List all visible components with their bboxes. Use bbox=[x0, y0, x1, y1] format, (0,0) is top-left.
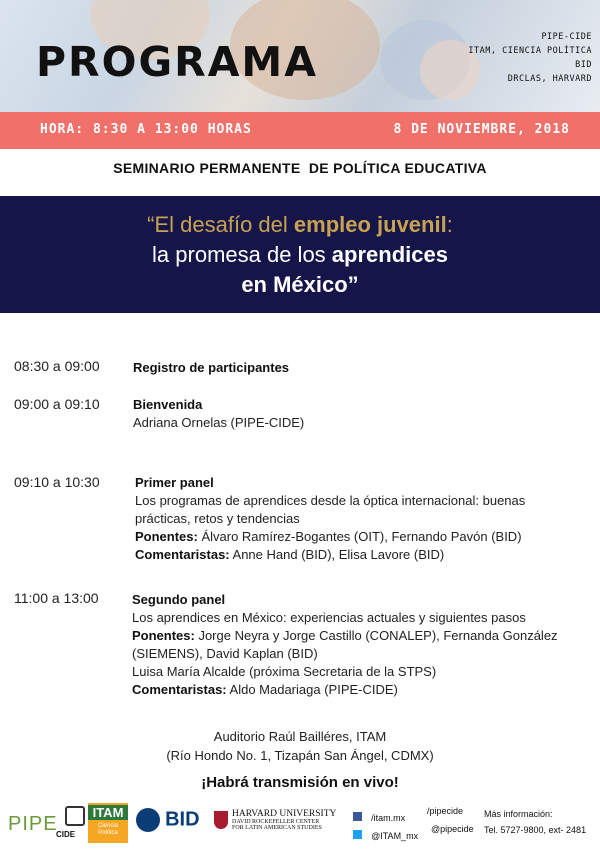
event-title-keyword: aprendices bbox=[331, 242, 448, 267]
agenda-time: 09:10 a 10:30 bbox=[14, 474, 100, 490]
contact-info bbox=[484, 809, 586, 835]
twitter-pipe-link[interactable]: @pipecide bbox=[431, 824, 474, 834]
agenda-title: Segundo panel bbox=[132, 592, 226, 607]
event-time: HORA: 8:30 A 13:00 HORAS bbox=[40, 122, 252, 137]
event-date: 8 DE NOVIEMBRE, 2018 bbox=[393, 122, 570, 137]
agenda-time: 09:00 a 09:10 bbox=[14, 396, 100, 412]
social-links bbox=[353, 806, 474, 841]
agenda-speakers: Ponentes: Jorge Neyra y Jorge Castillo (CONALEP), Fernanda González (SIEMENS), David Kaplan (BID) bbox=[132, 628, 558, 661]
facebook-icon bbox=[353, 812, 362, 821]
agenda-title: Primer panel bbox=[135, 475, 214, 490]
agenda-commentators: Comentaristas: Aldo Madariaga (PIPE-CIDE) bbox=[132, 682, 398, 697]
info-bar bbox=[0, 112, 600, 149]
facebook-itam-link[interactable]: /itam.mx bbox=[371, 813, 406, 823]
harvard-shield-icon bbox=[214, 811, 228, 829]
organizer: DRCLAS, HARVARD bbox=[507, 74, 592, 84]
agenda-title: Bienvenida bbox=[133, 397, 203, 412]
pipe-cide-logo: PIPE CIDE bbox=[8, 806, 85, 836]
twitter-itam-link[interactable]: @ITAM_mx bbox=[371, 831, 419, 841]
organizers-list bbox=[468, 30, 592, 86]
venue-name: Auditorio Raúl Bailléres, ITAM bbox=[213, 729, 387, 744]
agenda-detail: Adriana Ornelas (PIPE-CIDE) bbox=[133, 415, 305, 430]
event-title-line-1: “El desafío del empleo juvenil: bbox=[147, 212, 453, 237]
event-title-block bbox=[0, 196, 600, 313]
agenda-description: Los programas de aprendices desde la óptica internacional: buenas prácticas, retos y tendencias bbox=[135, 493, 526, 526]
venue-address: (Río Hondo No. 1, Tizapán San Ángel, CDMX) bbox=[166, 748, 434, 763]
agenda-speakers: Ponentes: Álvaro Ramírez-Bogantes (OIT), Fernando Pavón (BID) bbox=[135, 529, 522, 544]
event-title-line-3: en México” bbox=[241, 272, 359, 297]
agenda-time: 08:30 a 09:00 bbox=[14, 358, 100, 374]
more-info-label: Más información: bbox=[484, 809, 553, 819]
live-stream-notice: ¡Habrá transmisión en vivo! bbox=[201, 774, 399, 791]
venue bbox=[0, 727, 600, 765]
organizer: PIPE-CIDE bbox=[541, 32, 592, 42]
event-title-keyword: empleo juvenil bbox=[293, 212, 447, 237]
facebook-pipe-link[interactable]: /pipecide bbox=[427, 806, 464, 816]
phone-number: Tel. 5727-9800, ext- 2481 bbox=[484, 825, 587, 835]
agenda-title: Registro de participantes bbox=[133, 360, 290, 375]
footer-logos: PIPE CIDE ITAM Ciencia Política BID HARVARD UNIVERSITY DAVID ROCKEFELLER CENTER FOR LATIN AMERICAN STUDIES /itam.mx /pipecide @ITAM_mx @pipecide Más información: Tel. 5727-9800, ext- 2481 bbox=[8, 805, 587, 841]
event-title-line-2: la promesa de los aprendices bbox=[152, 242, 448, 267]
agenda-description: Los aprendices en México: experiencias actuales y siguientes pasos bbox=[132, 610, 526, 625]
twitter-icon bbox=[353, 830, 362, 839]
organizer: BID bbox=[575, 60, 592, 70]
itam-logo: ITAM Ciencia Política bbox=[88, 803, 128, 843]
globe-icon bbox=[136, 808, 160, 832]
agenda-commentators: Comentaristas: Anne Hand (BID), Elisa Lavore (BID) bbox=[135, 547, 445, 562]
cide-icon bbox=[65, 806, 85, 826]
agenda-extra-speaker: Luisa María Alcalde (próxima Secretaria de la STPS) bbox=[132, 664, 437, 679]
bid-logo: BID bbox=[136, 808, 200, 832]
agenda-time: 11:00 a 13:00 bbox=[14, 590, 99, 606]
seminar-name: SEMINARIO PERMANENTE DE POLÍTICA EDUCATIVA bbox=[113, 160, 487, 176]
organizer: ITAM, CIENCIA POLÍTICA bbox=[468, 46, 592, 56]
page-title: PROGRAMA bbox=[36, 38, 318, 86]
hero-banner bbox=[0, 0, 600, 112]
